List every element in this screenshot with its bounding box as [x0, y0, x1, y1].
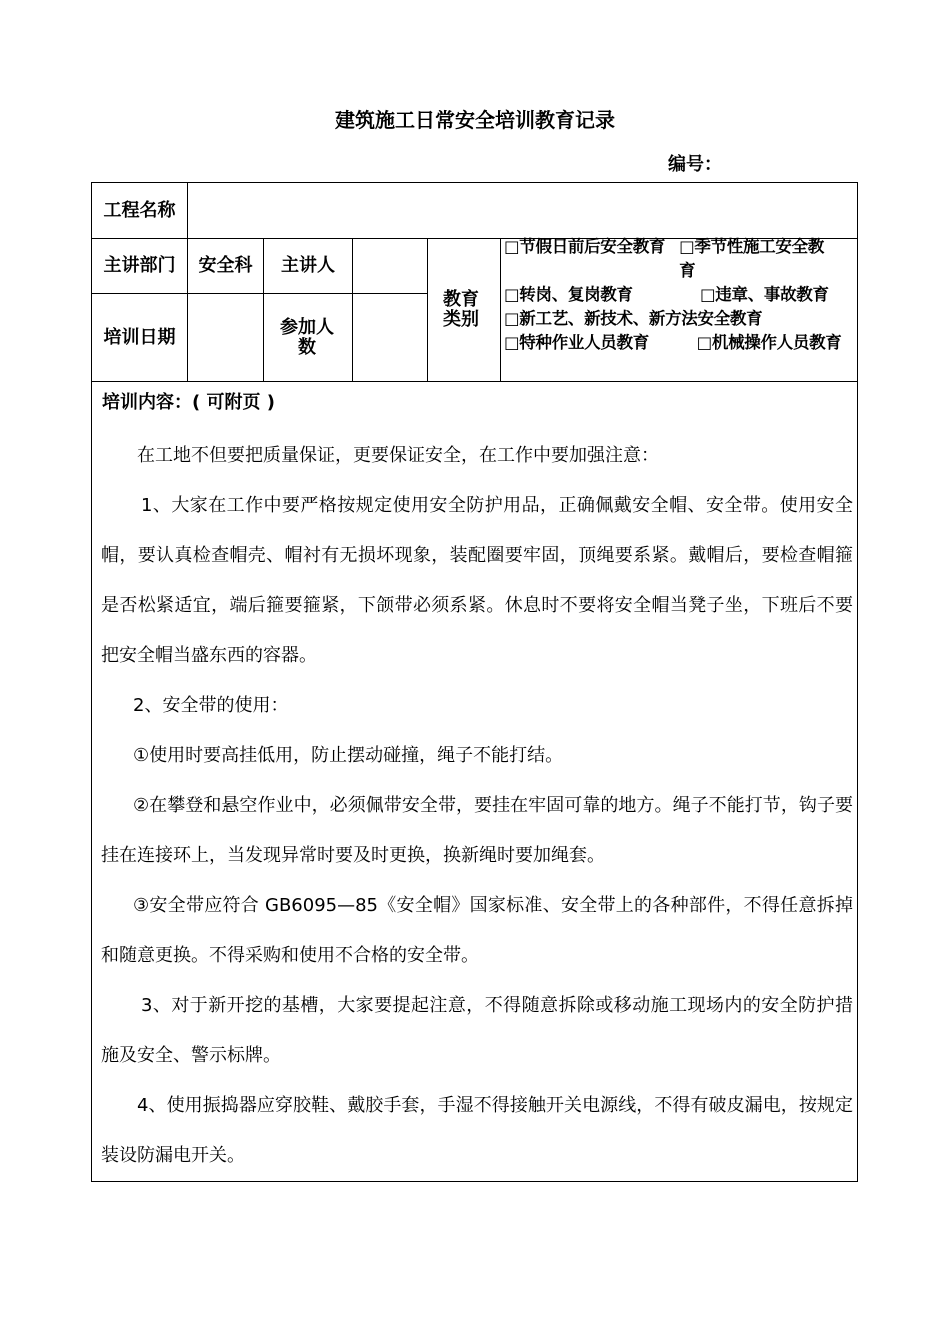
category-option-seasonal[interactable]: □季节性施工安全教育 [679, 237, 824, 280]
attendees-label: 参加人数 [280, 316, 334, 358]
dept-value: 安全科 [198, 255, 253, 276]
date-field[interactable] [188, 294, 263, 381]
training-record-table [91, 182, 858, 1182]
category-option-new-tech[interactable]: □新工艺、新技术、新方法安全教育 [504, 309, 763, 328]
project-name-field[interactable] [188, 183, 857, 238]
content-paragraph: ③安全带应符合 GB6095—85《安全帽》国家标准、安全带上的各种部件，不得任意拆掉和随意更换。不得采购和使用不合格的安全带。 [101, 895, 853, 966]
training-content [101, 431, 853, 1181]
category-option-machine-ops[interactable]: □机械操作人员教育 [696, 333, 842, 352]
col-divider [427, 238, 428, 381]
category-option-holiday[interactable]: □节假日前后安全教育 [504, 237, 666, 256]
row-divider [92, 381, 857, 382]
category-option-transfer[interactable]: □转岗、复岗教育 [504, 285, 633, 304]
category-option-special-ops[interactable]: □特种作业人员教育 [504, 333, 649, 352]
lecturer-field[interactable] [353, 239, 427, 293]
category-label: 教育类别 [443, 289, 479, 330]
content-paragraph: 2、安全带的使用： [133, 695, 289, 716]
content-paragraph: 4、使用振捣器应穿胶鞋、戴胶手套，手湿不得接触开关电源线，不得有破皮漏电，按规定装设防漏电开关。 [101, 1095, 853, 1166]
page-title: 建筑施工日常安全培训教育记录 [335, 108, 615, 132]
content-paragraph: 在工地不但要把质量保证，更要保证安全，在工作中要加强注意： [137, 445, 659, 466]
content-paragraph: 1、大家在工作中要严格按规定使用安全防护用品，正确佩戴安全帽、安全带。使用安全帽，要认真检查帽壳、帽衬有无损坏现象，装配圈要牢固，顶绳要系紧。戴帽后，要检查帽箍是否松紧适宜，端后箍要箍紧，下颌带必须系紧。休息时不要将安全帽当凳子坐，下班后不要把安全帽当盛东西的容器。 [101, 495, 853, 666]
content-paragraph: ②在攀登和悬空作业中，必须佩带安全带，要挂在牢固可靠的地方。绳子不能打节，钩子要挂在连接环上，当发现异常时要及时更换，换新绳时要加绳套。 [101, 795, 853, 866]
category-option-violation[interactable]: □违章、事故教育 [700, 285, 829, 304]
content-heading: 培训内容：( 可附页 ) [102, 392, 275, 413]
col-divider [500, 238, 501, 381]
content-paragraph: 3、对于新开挖的基槽，大家要提起注意，不得随意拆除或移动施工现场内的安全防护措施及安全、警示标牌。 [101, 995, 853, 1066]
content-paragraph: ①使用时要高挂低用，防止摆动碰撞，绳子不能打结。 [133, 745, 564, 766]
attendees-field[interactable] [353, 294, 427, 381]
doc-number-label: 编号： [668, 154, 722, 175]
dept-label: 主讲部门 [103, 255, 176, 276]
date-label: 培训日期 [103, 326, 176, 348]
lecturer-label: 主讲人 [281, 255, 335, 276]
category-options [504, 235, 844, 355]
project-name-label: 工程名称 [103, 199, 176, 221]
